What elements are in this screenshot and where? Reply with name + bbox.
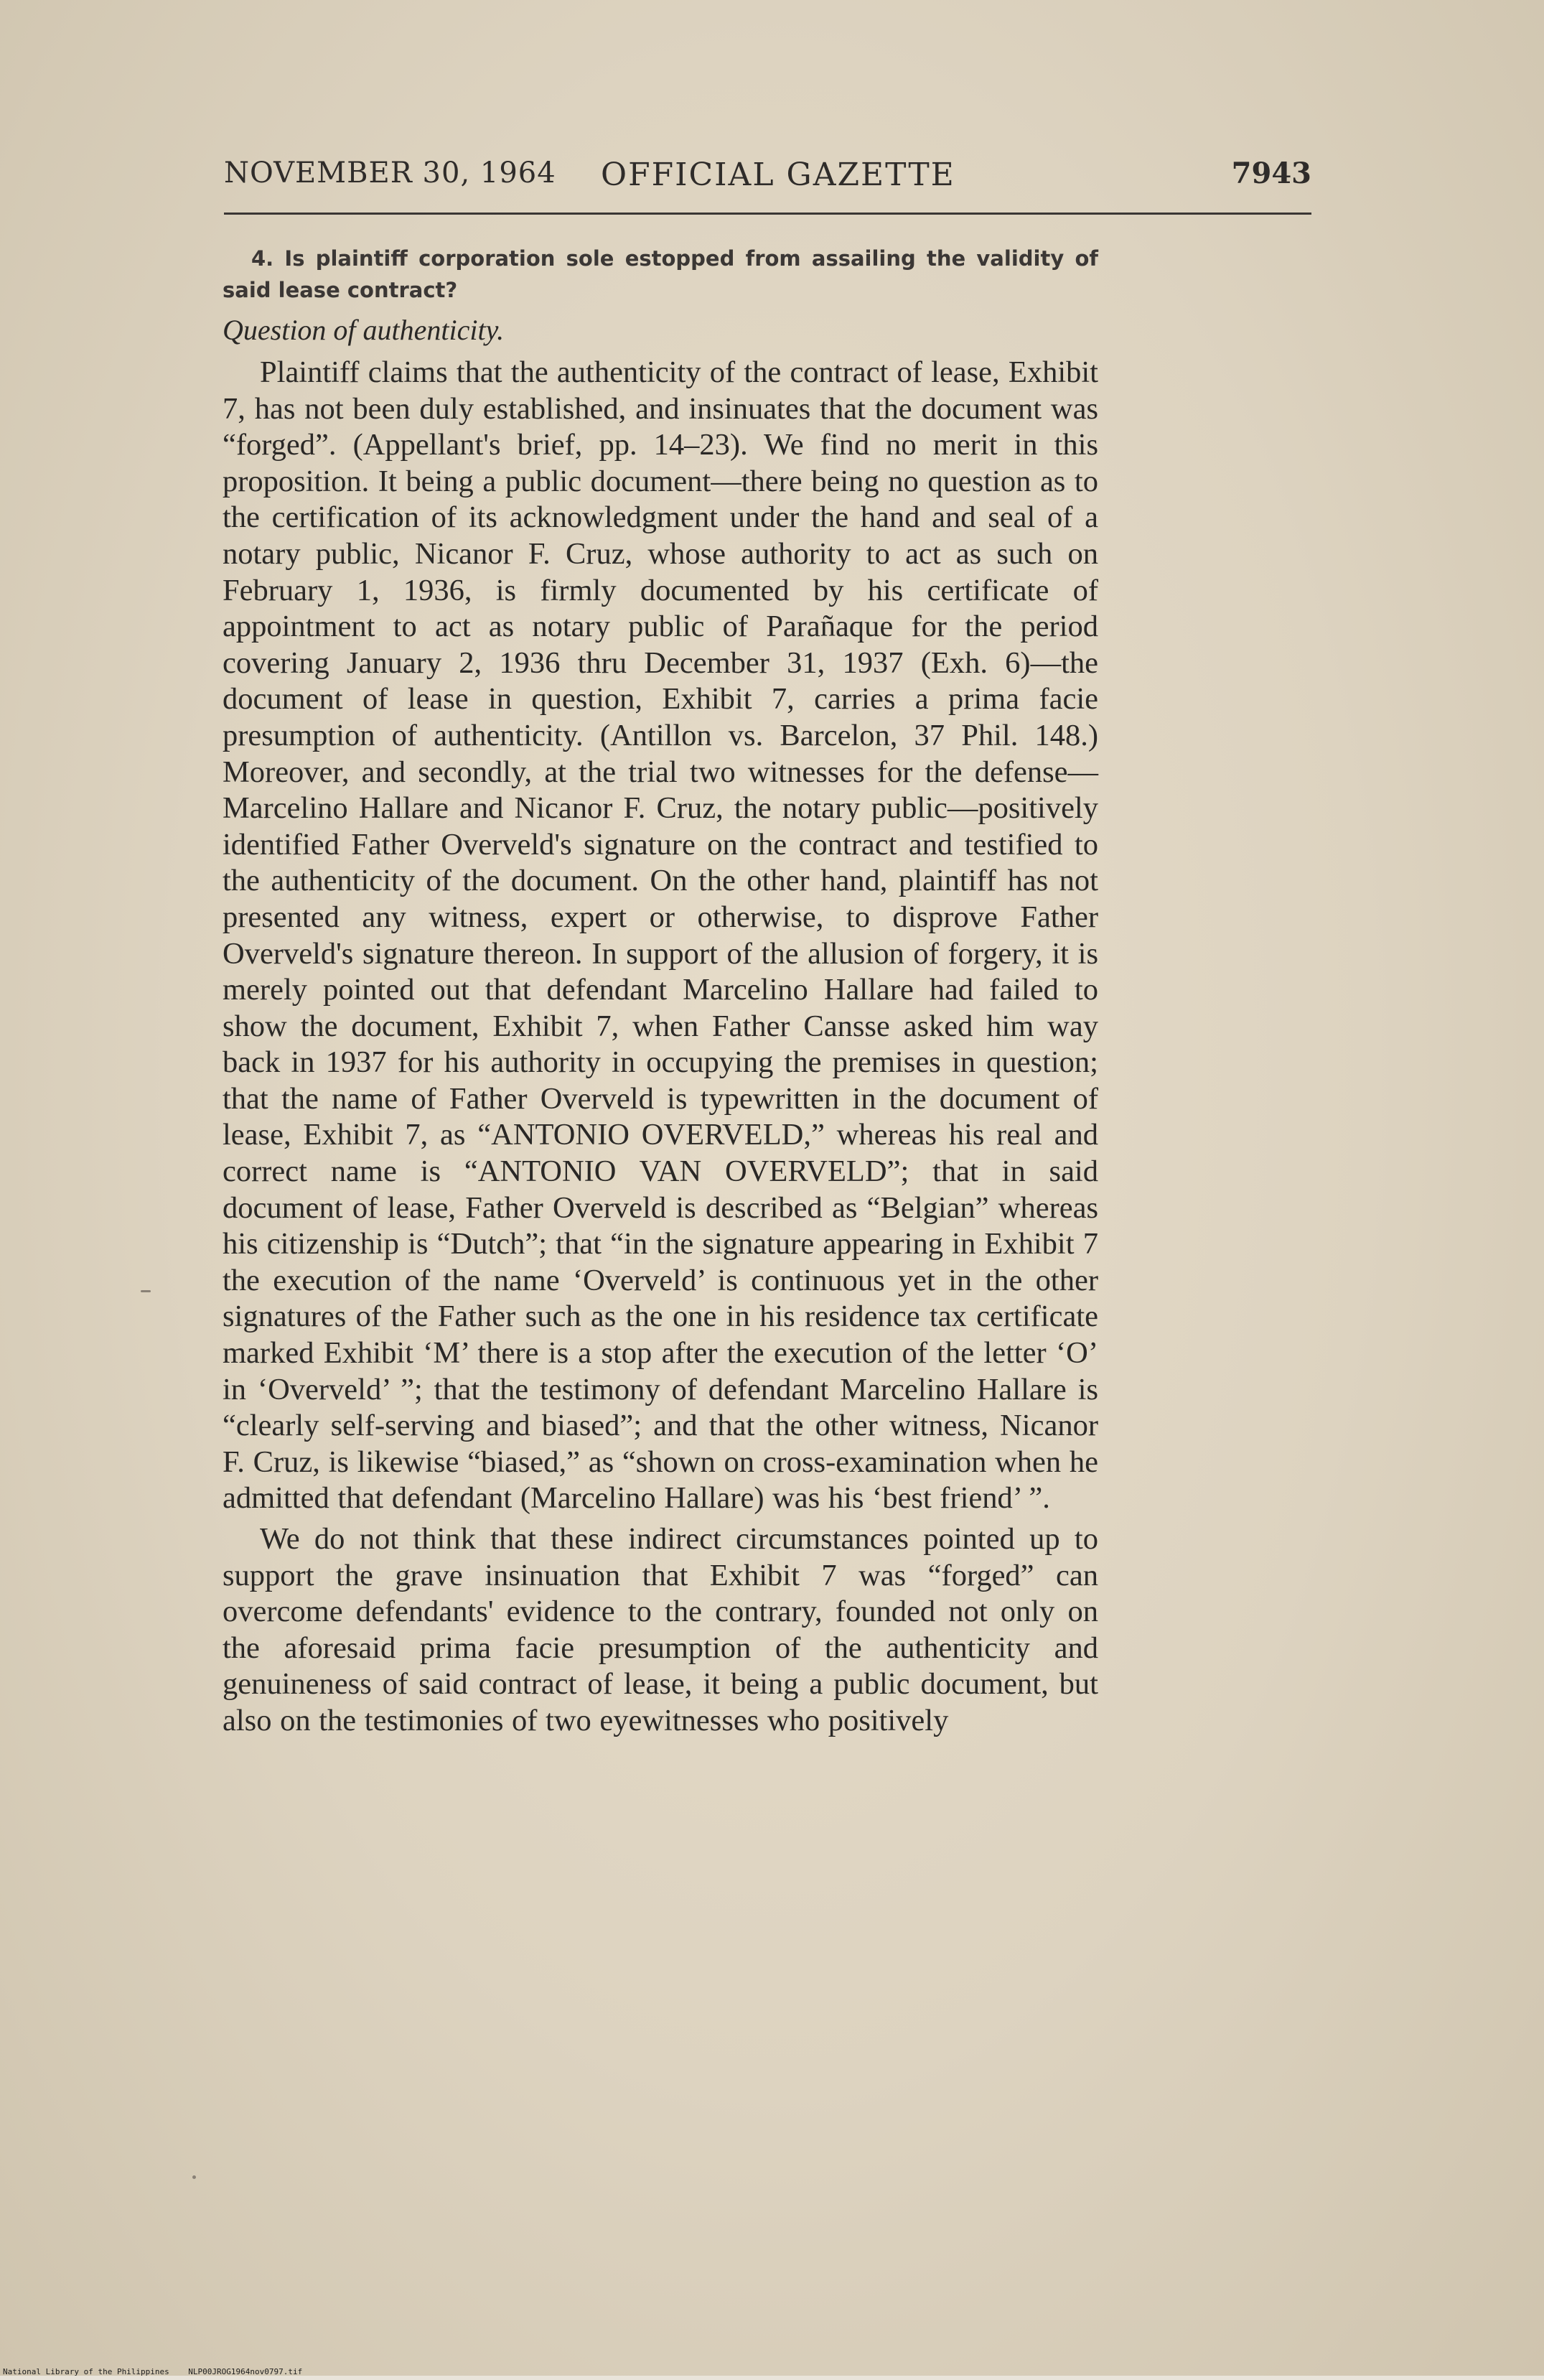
page-number: 7943	[1231, 157, 1311, 190]
scan-speck	[141, 1290, 151, 1292]
scan-speck	[192, 2175, 196, 2179]
body-paragraph-2: We do not think that these indirect circumstances pointed up to support the grave insinuation that Exhibit 7 was “forged” can overcome defendants' evidence to the contrary, founded not only on the aforesaid prima facie presumption of the authenticity and genuineness of said contract of lease, it being a public document, but also on the testimonies of two eyewitnesses who positively	[223, 1522, 1098, 1737]
footer-file-name: NLP00JROG1964nov0797.tif	[188, 2367, 303, 2376]
header-rule	[224, 213, 1311, 215]
document-body	[223, 243, 1098, 1744]
body-paragraph-1: Plaintiff claims that the authenticity of the contract of lease, Exhibit 7, has not been duly established, and insinuates that the document was “forged”. (Appellant's brief, pp. 14–23). We find no merit in this proposition. It being a public document—there being no question as to the certification of its acknowledgment under the hand and seal of a notary public, Nicanor F. Cruz, whose authority to act as such on February 1, 1936, is firmly documented by his certificate of appointment to act as notary public of Parañaque for the period covering January 2, 1936 thru December 31, 1937 (Exh. 6)—the document of lease in question, Exhibit 7, carries a prima facie presumption of authenticity. (Antillon vs. Barcelon, 37 Phil. 148.) Moreover, and secondly, at the trial two witnesses for the defense—Marcelino Hallare and Nicanor F. Cruz, the notary public—positively identified Father Overveld's signature on the contract and testified to the authenticity of the document. On the other hand, plaintiff has not presented any witness, expert or otherwise, to disprove Father Overveld's signature thereon. In support of the allusion of forgery, it is merely pointed out that defendant Marcelino Hallare had failed to show the document, Exhibit 7, when Father Cansse asked him way back in 1937 for his authority in occupying the premises in question; that the name of Father Overveld is typewritten in the document of lease, Exhibit 7, as “ANTONIO OVERVELD,” whereas his real and correct name is “ANTONIO VAN OVERVELD”; that in said document of lease, Father Overveld is described as “Belgian” whereas his citizenship is “Dutch”; that “in the signature appearing in Exhibit 7 the execution of the name ‘Overveld’ is continuous yet in the other signatures of the Father such as the one in his residence tax certificate marked Exhibit ‘M’ there is a stop after the execution of the letter ‘O’ in ‘Overveld’ ”; that the testimony of defendant Marcelino Hallare is “clearly self-serving and biased”; and that the other witness, Nicanor F. Cruz, is likewise “biased,” as “shown on cross-examination when he admitted that defendant (Marcelino Hallare) was his ‘best friend’ ”.	[223, 355, 1098, 1516]
section-subheading: Question of authenticity.	[223, 314, 505, 346]
running-header	[224, 157, 1311, 200]
header-publication-title: OFFICIAL GAZETTE	[601, 157, 955, 193]
scan-footer	[3, 2367, 302, 2376]
footer-library: National Library of the Philippines	[3, 2367, 169, 2376]
question-item: 4. Is plaintiff corporation sole estopped from assailing the validity of said lease contract?	[223, 246, 1098, 302]
header-date: NOVEMBER 30, 1964	[224, 157, 556, 190]
